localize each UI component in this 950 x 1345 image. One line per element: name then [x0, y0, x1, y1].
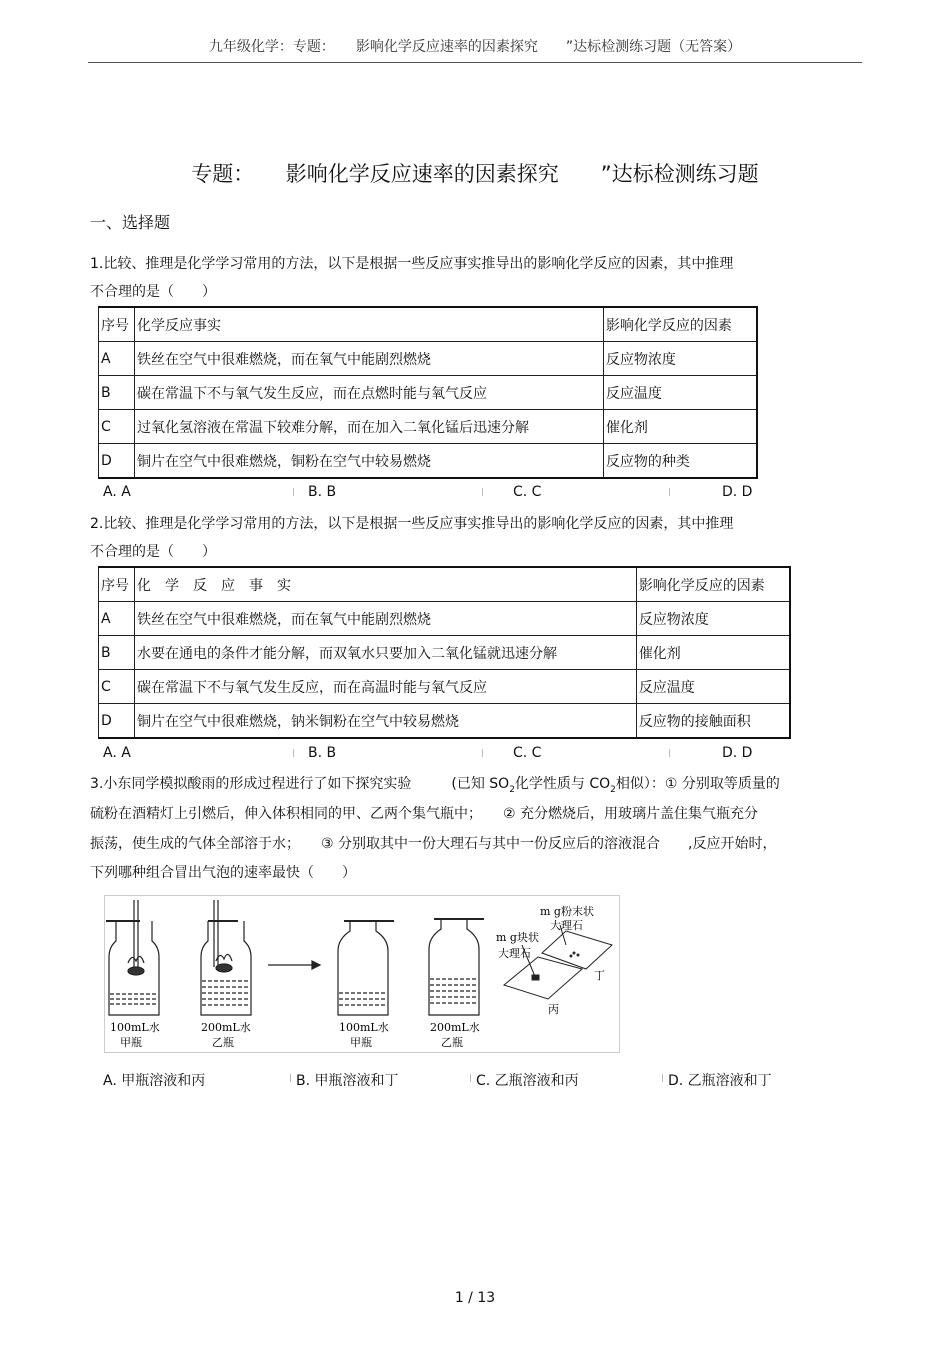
- q3-option-a[interactable]: A. 甲瓶溶液和丙: [103, 1073, 206, 1089]
- option-separator: [669, 749, 670, 757]
- page-header: 九年级化学：专题： 影响化学反应速率的因素探究 ”达标检测练习题（无答案）: [208, 39, 742, 55]
- option-separator: [470, 1074, 471, 1082]
- q1-text-line1: 1.比较、推理是化学学习常用的方法，以下是根据一些反应事实推导出的影响化学反应的因素，其中推理: [90, 256, 734, 272]
- table-cell: 铁丝在空气中很难燃烧，而在氧气中能剧烈燃烧: [134, 602, 636, 636]
- table-cell: 碳在常温下不与氧气发生反应，而在高温时能与氧气反应: [134, 670, 636, 704]
- q3-text-segment: 3.小东同学模拟酸雨的形成过程进行了如下探究实验: [90, 776, 412, 792]
- table-row: [99, 704, 791, 739]
- bottle-name-label: 乙瓶: [441, 1036, 463, 1049]
- q1-option-a[interactable]: A. A: [103, 484, 131, 500]
- option-separator: [662, 1074, 663, 1082]
- option-separator: [482, 749, 483, 757]
- q3-text-line3: 振荡，使生成的气体全部溶于水； ③ 分别取其中一份大理石与其中一份反应后的溶液混合 ,反应开始时，: [90, 836, 777, 852]
- table-row: [99, 636, 791, 670]
- option-separator: [669, 488, 670, 496]
- table-header-row: [99, 307, 758, 342]
- q3-text-segment: 相似）：① 分别取等质量的: [615, 776, 780, 792]
- q1-text-line2: 不合理的是（ ）: [90, 284, 216, 300]
- q3-option-b[interactable]: B. 甲瓶溶液和丁: [296, 1073, 399, 1089]
- q2-text-line2: 不合理的是（ ）: [90, 544, 216, 560]
- plate-ding-label: 丁: [594, 969, 605, 982]
- table-row: [99, 376, 758, 410]
- q2-option-c[interactable]: C. C: [513, 745, 542, 761]
- experiment-figure: [104, 895, 620, 1053]
- table-header-cell: 化学反应事实: [134, 307, 603, 342]
- table-header-cell: 序号: [99, 567, 135, 602]
- table-cell: B: [99, 376, 135, 410]
- table-row: [99, 670, 791, 704]
- option-separator: [293, 488, 294, 496]
- powder-label: m g粉末状: [540, 905, 594, 918]
- lump-label: m g块状: [496, 931, 539, 944]
- bottle-volume-label: 100mL水: [110, 1021, 160, 1034]
- q2-table: [98, 566, 791, 739]
- table-cell: 反应物的种类: [603, 444, 757, 479]
- document-title: 专题： 影响化学反应速率的因素探究 ”达标检测练习题: [191, 162, 759, 186]
- bottle-volume-label: 100mL水: [339, 1021, 389, 1034]
- table-row: [99, 410, 758, 444]
- table-cell: A: [99, 342, 135, 376]
- bottle-name-label: 甲瓶: [120, 1036, 142, 1049]
- table-cell: C: [99, 410, 135, 444]
- table-cell: 催化剂: [603, 410, 757, 444]
- option-separator: [293, 749, 294, 757]
- table-cell: 反应温度: [636, 670, 790, 704]
- table-cell: C: [99, 670, 135, 704]
- header-divider: [88, 62, 862, 63]
- q1-option-b[interactable]: B. B: [308, 484, 337, 500]
- table-cell: 铜片在空气中很难燃烧，铜粉在空气中较易燃烧: [134, 444, 603, 479]
- q2-option-d[interactable]: D. D: [722, 745, 753, 761]
- table-header-cell: 序号: [99, 307, 135, 342]
- q3-text-segment: (已知 SO: [451, 776, 510, 792]
- q3-text-segment: 化学性质与 CO: [514, 776, 611, 792]
- bottle-volume-label: 200mL水: [201, 1021, 251, 1034]
- q3-text-line4: 下列哪种组合冒出气泡的速率最快（ ）: [90, 865, 356, 881]
- q3-text-line2: 硫粉在酒精灯上引燃后，伸入体积相同的甲、乙两个集气瓶中； ② 充分燃烧后，用玻璃片盖住集气瓶充分: [90, 806, 758, 822]
- plate-bing-label: 丙: [548, 1003, 559, 1016]
- q2-option-a[interactable]: A. A: [103, 745, 131, 761]
- table-cell: A: [99, 602, 135, 636]
- table-cell: 反应物的接触面积: [636, 704, 790, 739]
- table-cell: B: [99, 636, 135, 670]
- q1-table: [98, 306, 758, 479]
- lump-marble-label: 大理石: [498, 947, 531, 960]
- table-cell: 反应物浓度: [603, 342, 757, 376]
- q2-text-line1: 2.比较、推理是化学学习常用的方法，以下是根据一些反应事实推导出的影响化学反应的因素，其中推理: [90, 516, 734, 532]
- table-cell: 过氧化氢溶液在常温下较难分解，而在加入二氧化锰后迅速分解: [134, 410, 603, 444]
- table-header-cell: 影响化学反应的因素: [636, 567, 790, 602]
- table-cell: D: [99, 704, 135, 739]
- table-row: [99, 602, 791, 636]
- table-header-row: [99, 567, 791, 602]
- subscript: 2: [610, 784, 616, 795]
- powder-marble-label: 大理石: [550, 919, 583, 932]
- bottle-name-label: 乙瓶: [212, 1036, 234, 1049]
- table-cell: 铁丝在空气中很难燃烧，而在氧气中能剧烈燃烧: [134, 342, 603, 376]
- section-heading: 一、选择题: [90, 213, 171, 232]
- option-separator: [290, 1074, 291, 1082]
- table-cell: 催化剂: [636, 636, 790, 670]
- q1-option-d[interactable]: D. D: [722, 484, 753, 500]
- subscript: 2: [509, 784, 515, 795]
- q3-option-c[interactable]: C. 乙瓶溶液和丙: [476, 1073, 579, 1089]
- table-header-cell: 影响化学反应的因素: [603, 307, 757, 342]
- table-cell: D: [99, 444, 135, 479]
- table-row: [99, 342, 758, 376]
- q1-option-c[interactable]: C. C: [513, 484, 542, 500]
- table-header-cell: 化 学 反 应 事 实: [134, 567, 636, 602]
- q2-option-b[interactable]: B. B: [308, 745, 337, 761]
- q3-text-line1: [90, 773, 780, 795]
- table-cell: 碳在常温下不与氧气发生反应，而在点燃时能与氧气反应: [134, 376, 603, 410]
- bottle-volume-label: 200mL水: [430, 1021, 480, 1034]
- table-row: [99, 444, 758, 479]
- page-number: 1 / 13: [454, 1290, 496, 1306]
- option-separator: [482, 488, 483, 496]
- bottle-name-label: 甲瓶: [350, 1036, 372, 1049]
- table-cell: 反应温度: [603, 376, 757, 410]
- q3-option-d[interactable]: D. 乙瓶溶液和丁: [668, 1073, 772, 1089]
- table-cell: 铜片在空气中很难燃烧，钠米铜粉在空气中较易燃烧: [134, 704, 636, 739]
- table-cell: 反应物浓度: [636, 602, 790, 636]
- table-cell: 水要在通电的条件才能分解，而双氧水只要加入二氧化锰就迅速分解: [134, 636, 636, 670]
